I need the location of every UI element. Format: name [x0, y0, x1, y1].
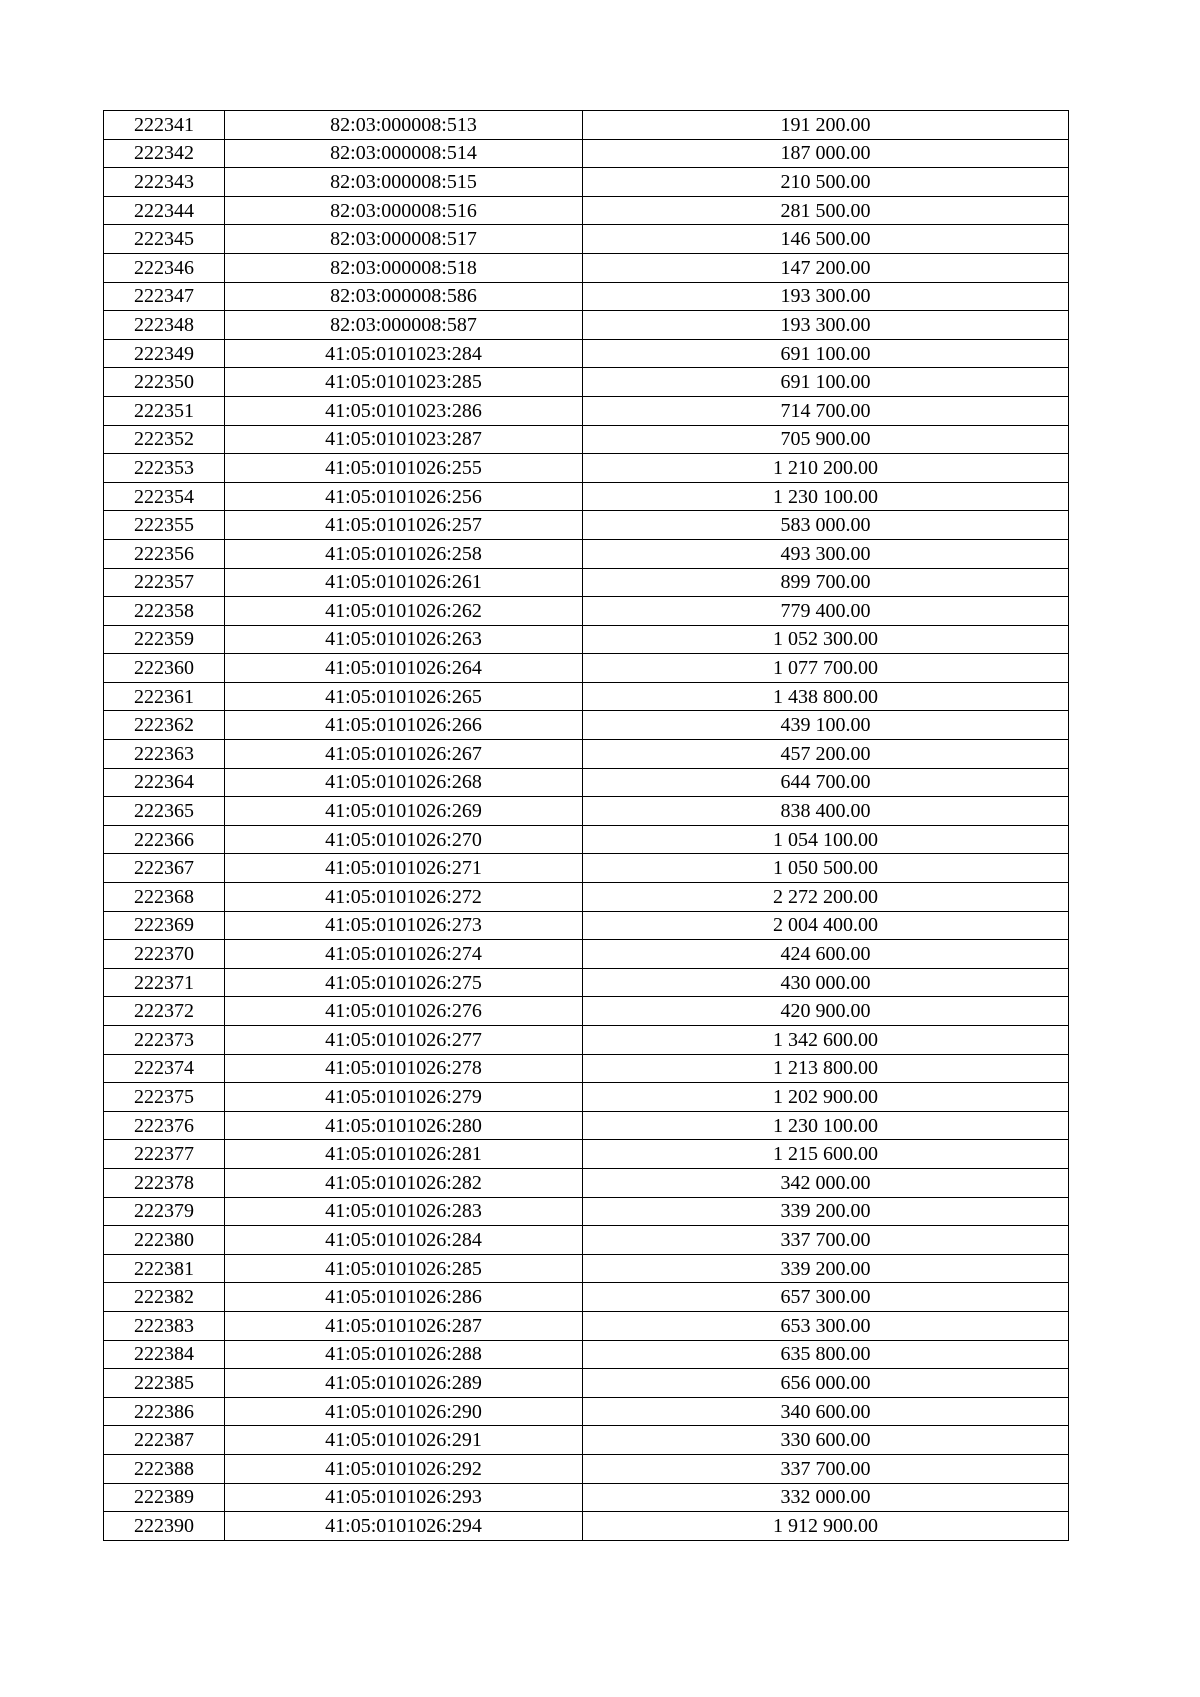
cadastral-number-cell: 41:05:0101026:293 — [225, 1483, 583, 1512]
row-number-cell: 222349 — [104, 339, 225, 368]
row-number-cell: 222382 — [104, 1283, 225, 1312]
cadastral-number-cell: 41:05:0101026:276 — [225, 997, 583, 1026]
value-cell: 691 100.00 — [583, 368, 1069, 397]
row-number-cell: 222388 — [104, 1454, 225, 1483]
table-row — [104, 825, 1069, 854]
table-row — [104, 425, 1069, 454]
row-number-cell: 222354 — [104, 482, 225, 511]
row-number-cell: 222355 — [104, 511, 225, 540]
row-number-cell: 222381 — [104, 1254, 225, 1283]
table-row — [104, 482, 1069, 511]
value-cell: 146 500.00 — [583, 225, 1069, 254]
cadastral-value-table — [103, 110, 1069, 1541]
table-row — [104, 539, 1069, 568]
value-cell: 644 700.00 — [583, 768, 1069, 797]
table-row — [104, 1083, 1069, 1112]
table-row — [104, 1197, 1069, 1226]
table-row — [104, 1311, 1069, 1340]
row-number-cell: 222376 — [104, 1111, 225, 1140]
value-cell: 424 600.00 — [583, 940, 1069, 969]
row-number-cell: 222346 — [104, 253, 225, 282]
value-cell: 493 300.00 — [583, 539, 1069, 568]
value-cell: 1 050 500.00 — [583, 854, 1069, 883]
cadastral-number-cell: 41:05:0101026:266 — [225, 711, 583, 740]
row-number-cell: 222378 — [104, 1168, 225, 1197]
row-number-cell: 222364 — [104, 768, 225, 797]
value-cell: 838 400.00 — [583, 797, 1069, 826]
table-row — [104, 111, 1069, 140]
row-number-cell: 222385 — [104, 1369, 225, 1398]
row-number-cell: 222368 — [104, 883, 225, 912]
table-row — [104, 1111, 1069, 1140]
cadastral-number-cell: 41:05:0101026:267 — [225, 740, 583, 769]
value-cell: 339 200.00 — [583, 1254, 1069, 1283]
value-cell: 439 100.00 — [583, 711, 1069, 740]
value-cell: 1 213 800.00 — [583, 1054, 1069, 1083]
table-row — [104, 1168, 1069, 1197]
row-number-cell: 222350 — [104, 368, 225, 397]
value-cell: 779 400.00 — [583, 597, 1069, 626]
cadastral-number-cell: 41:05:0101026:258 — [225, 539, 583, 568]
cadastral-number-cell: 41:05:0101026:264 — [225, 654, 583, 683]
value-cell: 653 300.00 — [583, 1311, 1069, 1340]
value-cell: 1 230 100.00 — [583, 1111, 1069, 1140]
value-cell: 2 004 400.00 — [583, 911, 1069, 940]
row-number-cell: 222380 — [104, 1226, 225, 1255]
cadastral-number-cell: 41:05:0101026:284 — [225, 1226, 583, 1255]
row-number-cell: 222365 — [104, 797, 225, 826]
row-number-cell: 222343 — [104, 168, 225, 197]
row-number-cell: 222357 — [104, 568, 225, 597]
cadastral-number-cell: 82:03:000008:514 — [225, 139, 583, 168]
row-number-cell: 222386 — [104, 1397, 225, 1426]
value-cell: 339 200.00 — [583, 1197, 1069, 1226]
cadastral-number-cell: 82:03:000008:587 — [225, 311, 583, 340]
table-row — [104, 168, 1069, 197]
cadastral-number-cell: 41:05:0101026:277 — [225, 1026, 583, 1055]
row-number-cell: 222371 — [104, 968, 225, 997]
value-cell: 210 500.00 — [583, 168, 1069, 197]
cadastral-number-cell: 41:05:0101023:285 — [225, 368, 583, 397]
row-number-cell: 222375 — [104, 1083, 225, 1112]
cadastral-number-cell: 41:05:0101026:257 — [225, 511, 583, 540]
table-row — [104, 911, 1069, 940]
table-row — [104, 682, 1069, 711]
row-number-cell: 222369 — [104, 911, 225, 940]
cadastral-number-cell: 82:03:000008:515 — [225, 168, 583, 197]
table-row — [104, 139, 1069, 168]
cadastral-number-cell: 41:05:0101026:292 — [225, 1454, 583, 1483]
table-row — [104, 396, 1069, 425]
cadastral-number-cell: 82:03:000008:517 — [225, 225, 583, 254]
value-cell: 457 200.00 — [583, 740, 1069, 769]
table-row — [104, 1397, 1069, 1426]
value-cell: 1 054 100.00 — [583, 825, 1069, 854]
table-row — [104, 311, 1069, 340]
table-row — [104, 1226, 1069, 1255]
row-number-cell: 222384 — [104, 1340, 225, 1369]
table-row — [104, 282, 1069, 311]
value-cell: 1 230 100.00 — [583, 482, 1069, 511]
cadastral-number-cell: 41:05:0101026:265 — [225, 682, 583, 711]
row-number-cell: 222347 — [104, 282, 225, 311]
value-cell: 281 500.00 — [583, 196, 1069, 225]
value-cell: 583 000.00 — [583, 511, 1069, 540]
table-row — [104, 1426, 1069, 1455]
table-row — [104, 1512, 1069, 1541]
value-cell: 705 900.00 — [583, 425, 1069, 454]
value-cell: 657 300.00 — [583, 1283, 1069, 1312]
cadastral-number-cell: 41:05:0101026:270 — [225, 825, 583, 854]
cadastral-number-cell: 41:05:0101026:294 — [225, 1512, 583, 1541]
row-number-cell: 222373 — [104, 1026, 225, 1055]
table-row — [104, 1254, 1069, 1283]
row-number-cell: 222379 — [104, 1197, 225, 1226]
value-cell: 1 342 600.00 — [583, 1026, 1069, 1055]
cadastral-number-cell: 41:05:0101026:268 — [225, 768, 583, 797]
cadastral-number-cell: 41:05:0101023:287 — [225, 425, 583, 454]
value-cell: 191 200.00 — [583, 111, 1069, 140]
row-number-cell: 222372 — [104, 997, 225, 1026]
row-number-cell: 222360 — [104, 654, 225, 683]
row-number-cell: 222351 — [104, 396, 225, 425]
cadastral-number-cell: 41:05:0101026:285 — [225, 1254, 583, 1283]
table-row — [104, 1454, 1069, 1483]
cadastral-number-cell: 41:05:0101026:271 — [225, 854, 583, 883]
table-row — [104, 1026, 1069, 1055]
row-number-cell: 222366 — [104, 825, 225, 854]
table-row — [104, 511, 1069, 540]
table-row — [104, 654, 1069, 683]
value-cell: 1 215 600.00 — [583, 1140, 1069, 1169]
row-number-cell: 222356 — [104, 539, 225, 568]
cadastral-number-cell: 82:03:000008:586 — [225, 282, 583, 311]
value-cell: 340 600.00 — [583, 1397, 1069, 1426]
table-row — [104, 711, 1069, 740]
cadastral-number-cell: 82:03:000008:516 — [225, 196, 583, 225]
row-number-cell: 222363 — [104, 740, 225, 769]
cadastral-number-cell: 41:05:0101026:288 — [225, 1340, 583, 1369]
value-cell: 1 077 700.00 — [583, 654, 1069, 683]
cadastral-number-cell: 41:05:0101026:281 — [225, 1140, 583, 1169]
row-number-cell: 222359 — [104, 625, 225, 654]
cadastral-number-cell: 41:05:0101026:263 — [225, 625, 583, 654]
row-number-cell: 222358 — [104, 597, 225, 626]
value-cell: 147 200.00 — [583, 253, 1069, 282]
row-number-cell: 222341 — [104, 111, 225, 140]
table-row — [104, 740, 1069, 769]
value-cell: 330 600.00 — [583, 1426, 1069, 1455]
table-row — [104, 854, 1069, 883]
table-row — [104, 597, 1069, 626]
table-row — [104, 368, 1069, 397]
value-cell: 337 700.00 — [583, 1454, 1069, 1483]
row-number-cell: 222361 — [104, 682, 225, 711]
cadastral-number-cell: 82:03:000008:518 — [225, 253, 583, 282]
table-row — [104, 997, 1069, 1026]
cadastral-number-cell: 41:05:0101026:282 — [225, 1168, 583, 1197]
cadastral-number-cell: 82:03:000008:513 — [225, 111, 583, 140]
row-number-cell: 222367 — [104, 854, 225, 883]
value-cell: 1 912 900.00 — [583, 1512, 1069, 1541]
row-number-cell: 222352 — [104, 425, 225, 454]
cadastral-number-cell: 41:05:0101026:290 — [225, 1397, 583, 1426]
value-cell: 193 300.00 — [583, 311, 1069, 340]
table-row — [104, 454, 1069, 483]
table-row — [104, 883, 1069, 912]
value-cell: 691 100.00 — [583, 339, 1069, 368]
row-number-cell: 222377 — [104, 1140, 225, 1169]
value-cell: 1 438 800.00 — [583, 682, 1069, 711]
cadastral-number-cell: 41:05:0101026:287 — [225, 1311, 583, 1340]
row-number-cell: 222383 — [104, 1311, 225, 1340]
cadastral-number-cell: 41:05:0101026:291 — [225, 1426, 583, 1455]
value-cell: 332 000.00 — [583, 1483, 1069, 1512]
value-cell: 899 700.00 — [583, 568, 1069, 597]
value-cell: 420 900.00 — [583, 997, 1069, 1026]
cadastral-number-cell: 41:05:0101026:269 — [225, 797, 583, 826]
cadastral-number-cell: 41:05:0101026:255 — [225, 454, 583, 483]
row-number-cell: 222390 — [104, 1512, 225, 1541]
value-cell: 187 000.00 — [583, 139, 1069, 168]
cadastral-number-cell: 41:05:0101026:273 — [225, 911, 583, 940]
table-row — [104, 797, 1069, 826]
cadastral-number-cell: 41:05:0101026:289 — [225, 1369, 583, 1398]
value-cell: 430 000.00 — [583, 968, 1069, 997]
table-row — [104, 968, 1069, 997]
cadastral-number-cell: 41:05:0101026:275 — [225, 968, 583, 997]
row-number-cell: 222342 — [104, 139, 225, 168]
value-cell: 656 000.00 — [583, 1369, 1069, 1398]
table-row — [104, 196, 1069, 225]
cadastral-number-cell: 41:05:0101026:272 — [225, 883, 583, 912]
table-row — [104, 625, 1069, 654]
table-row — [104, 253, 1069, 282]
cadastral-number-cell: 41:05:0101026:274 — [225, 940, 583, 969]
value-cell: 2 272 200.00 — [583, 883, 1069, 912]
table-row — [104, 940, 1069, 969]
table-row — [104, 1369, 1069, 1398]
row-number-cell: 222345 — [104, 225, 225, 254]
cadastral-number-cell: 41:05:0101026:280 — [225, 1111, 583, 1140]
value-cell: 1 210 200.00 — [583, 454, 1069, 483]
table-row — [104, 1340, 1069, 1369]
table-row — [104, 1054, 1069, 1083]
row-number-cell: 222389 — [104, 1483, 225, 1512]
cadastral-number-cell: 41:05:0101023:284 — [225, 339, 583, 368]
cadastral-number-cell: 41:05:0101026:279 — [225, 1083, 583, 1112]
row-number-cell: 222362 — [104, 711, 225, 740]
value-cell: 337 700.00 — [583, 1226, 1069, 1255]
cadastral-number-cell: 41:05:0101026:261 — [225, 568, 583, 597]
row-number-cell: 222374 — [104, 1054, 225, 1083]
value-cell: 714 700.00 — [583, 396, 1069, 425]
cadastral-number-cell: 41:05:0101026:256 — [225, 482, 583, 511]
row-number-cell: 222344 — [104, 196, 225, 225]
cadastral-number-cell: 41:05:0101026:286 — [225, 1283, 583, 1312]
table-row — [104, 1283, 1069, 1312]
table-row — [104, 568, 1069, 597]
cadastral-number-cell: 41:05:0101026:278 — [225, 1054, 583, 1083]
cadastral-number-cell: 41:05:0101023:286 — [225, 396, 583, 425]
value-cell: 1 052 300.00 — [583, 625, 1069, 654]
row-number-cell: 222353 — [104, 454, 225, 483]
table-row — [104, 768, 1069, 797]
table-row — [104, 1483, 1069, 1512]
table-body — [104, 111, 1069, 1541]
value-cell: 193 300.00 — [583, 282, 1069, 311]
value-cell: 635 800.00 — [583, 1340, 1069, 1369]
row-number-cell: 222370 — [104, 940, 225, 969]
value-cell: 342 000.00 — [583, 1168, 1069, 1197]
table-row — [104, 339, 1069, 368]
row-number-cell: 222348 — [104, 311, 225, 340]
table-row — [104, 1140, 1069, 1169]
cadastral-number-cell: 41:05:0101026:283 — [225, 1197, 583, 1226]
table-row — [104, 225, 1069, 254]
row-number-cell: 222387 — [104, 1426, 225, 1455]
cadastral-number-cell: 41:05:0101026:262 — [225, 597, 583, 626]
value-cell: 1 202 900.00 — [583, 1083, 1069, 1112]
